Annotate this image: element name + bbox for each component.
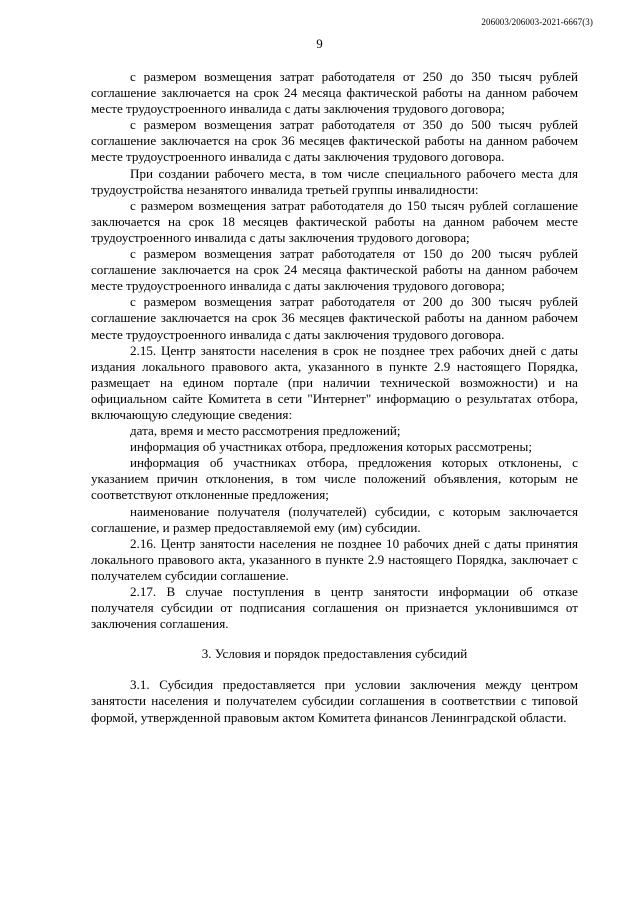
paragraph: 3.1. Субсидия предоставляется при условии заключения между центром занятости населения и получателем субсидии соглашения в соответствии с типовой формой, утвержденной правовым актом Комитета финансов Ленинградской области. (91, 677, 578, 725)
paragraph: дата, время и место рассмотрения предложений; (130, 423, 401, 439)
section-heading: 3. Условия и порядок предоставления субсидий (201, 646, 468, 662)
paragraph: При создании рабочего места, в том числе специального рабочего места для трудоустройства незанятого инвалида третьей группы инвалидности: (91, 165, 578, 197)
paragraph: 2.15. Центр занятости населения в срок не позднее трех рабочих дней с даты издания локального правового акта, указанного в пункте 2.9 настоящего Порядка, размещает на едином портале (при наличии технической возможности) и на официальном сайте Комитета в сети "Интернет" информацию о результатах отбора, включающую следующие сведения: (91, 342, 578, 422)
paragraph: с размером возмещения затрат работодателя от 200 до 300 тысяч рублей соглашение заключается на срок 36 месяцев фактической работы на данном рабочем месте трудоустроенного инвалида с даты заключения трудового договора. (91, 294, 578, 342)
paragraph: наименование получателя (получателей) субсидии, с которым заключается соглашение, и размер предоставляемой ему (им) субсидии. (91, 503, 578, 535)
paragraph: 2.16. Центр занятости населения не позднее 10 рабочих дней с даты принятия локального правового акта, указанного в пункте 2.9 настоящего Порядка, заключает с получателем субсидии соглашение. (91, 535, 578, 583)
paragraph: информация об участниках отбора, предложения которых отклонены, с указанием причин отклонения, в том числе положений объявления, которым не соответствуют отклоненные предложения; (91, 455, 578, 503)
paragraph: с размером возмещения затрат работодателя от 350 до 500 тысяч рублей соглашение заключается на срок 36 месяцев фактической работы на данном рабочем месте трудоустроенного инвалида с даты заключения трудового договора. (91, 117, 578, 165)
document-body (91, 69, 578, 726)
paragraph: информация об участниках отбора, предложения которых рассмотрены; (130, 439, 532, 455)
paragraph: 2.17. В случае поступления в центр занятости информации об отказе получателя субсидии от подписания соглашения он признается уклонившимся от заключения соглашения. (91, 584, 578, 632)
page-number: 9 (316, 36, 323, 51)
paragraph: с размером возмещения затрат работодателя до 150 тысяч рублей соглашение заключается на срок 18 месяцев фактической работы на данном рабочем месте трудоустроенного инвалида с даты заключения трудового договора; (91, 197, 578, 245)
paragraph: с размером возмещения затрат работодателя от 150 до 200 тысяч рублей соглашение заключается на срок 24 месяца фактической работы на данном рабочем месте трудоустроенного инвалида с даты заключения трудового договора; (91, 246, 578, 294)
paragraph: с размером возмещения затрат работодателя от 250 до 350 тысяч рублей соглашение заключается на срок 24 месяца фактической работы на данном рабочем месте трудоустроенного инвалида с даты заключения трудового договора; (91, 69, 578, 117)
document-code: 206003/206003-2021-6667(3) (481, 17, 593, 27)
